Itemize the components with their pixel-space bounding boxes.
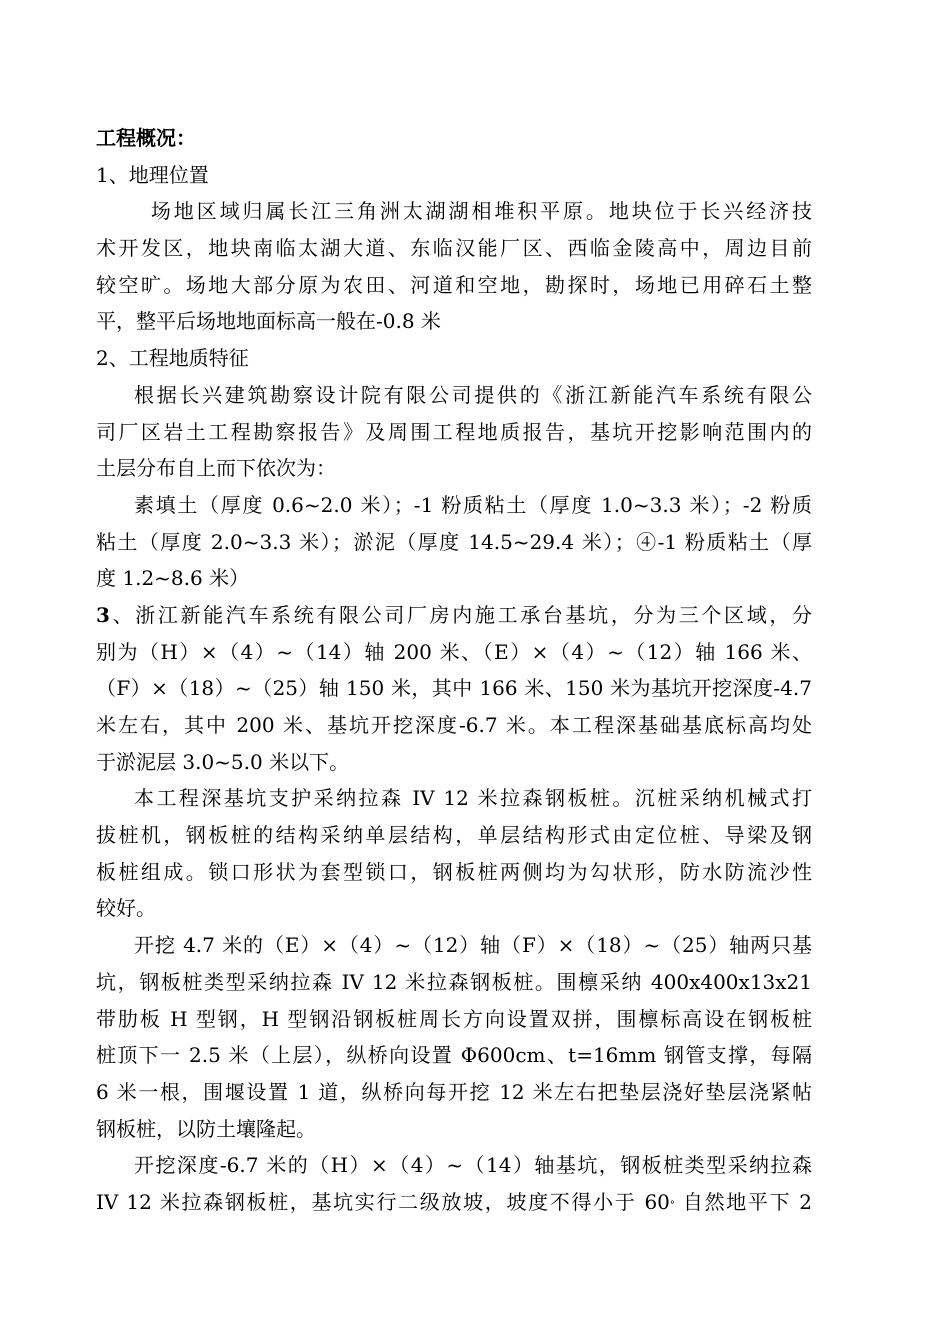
paragraph-line: 拔桩机，钢板桩的结构采纳单层结构，单层结构形式由定位桩、导梁及钢: [96, 823, 812, 848]
paragraph-line: （F）×（18）~（25）轴 150 米，其中 166 米、150 米为基坑开挖深度-4.7: [96, 676, 812, 701]
paragraph-line: 钢板桩，以防土壤隆起。: [96, 1116, 316, 1141]
paragraph-line: 司厂区岩土工程勘察报告》及周围工程地质报告，基坑开挖影响范围内的: [96, 419, 812, 444]
paragraph-line: 于淤泥层 3.0~5.0 米以下。: [96, 749, 350, 774]
paragraph-line: 术开发区，地块南临太湖大道、东临汉能厂区、西临金陵高中，周边目前: [96, 236, 812, 261]
section-heading: 工程概况：: [96, 126, 196, 150]
paragraph-text: 自然地平下 2: [674, 1189, 812, 1214]
paragraph-line: 米左右，其中 200 米、基坑开挖深度-6.7 米。本工程深基础基底标高均处: [96, 713, 812, 737]
paragraph-line: 场地区域归属长江三角洲太湖湖相堆积平原。地块位于长兴经济技: [128, 199, 812, 224]
paragraph-line: 较空旷。场地大部分原为农田、河道和空地，勘探时，场地已用碎石土整: [96, 272, 812, 297]
paragraph-line: 较好。: [96, 896, 156, 921]
paragraph-line: 根据长兴建筑勘察设计院有限公司提供的《浙江新能汽车系统有限公: [134, 382, 812, 407]
paragraph-text: IV 12 米拉森钢板桩，基坑实行二级放坡，坡度不得小于 60: [96, 1189, 670, 1214]
section2-title: 2、工程地质特征: [96, 346, 249, 371]
soil-line: 粘土（厚度 2.0~3.3 米）；淤泥（厚度 14.5~29.4 米）；④-1 粉质粘土（厚: [96, 529, 812, 554]
degree-mark: °: [669, 1199, 675, 1211]
paragraph-line: 6 米一根，围堰设置 1 道，纵桥向每开挖 12 米左右把垫层浇好垫层浇紧帖: [96, 1079, 812, 1104]
section3-first-line: [96, 597, 812, 634]
paragraph-line: 桩顶下一 2.5 米（上层），纵桥向设置 Φ600cm、t=16mm 钢管支撑，每隔: [96, 1043, 812, 1068]
section3-first-text: 、浙江新能汽车系统有限公司厂房内施工承台基坑，分为三个区域，分: [109, 602, 812, 627]
paragraph-line: 平，整平后场地地面标高一般在-0.8 米: [96, 309, 441, 334]
paragraph-line: 别为（H）×（4）~（14）轴 200 米、（E）×（4）~（12）轴 166 米、: [96, 639, 812, 664]
paragraph-line: 本工程深基坑支护采纳拉森 IV 12 米拉森钢板桩。沉桩采纳机械式打: [134, 786, 812, 811]
paragraph-line: 带肋板 H 型钢，H 型钢沿钢板桩周长方向设置双拼，围檩标高设在钢板桩: [96, 1006, 812, 1031]
soil-line: 度 1.2~8.6 米）: [96, 566, 250, 591]
paragraph-last-line: [96, 1184, 812, 1221]
document-body: [96, 120, 812, 1221]
paragraph-line: 板桩组成。锁口形状为套型锁口，钢板桩两侧均为勾状形，防水防流沙性: [96, 859, 812, 884]
soil-line: 素填土（厚度 0.6~2.0 米）；-1 粉质粘土（厚度 1.0~3.3 米）；-2 粉质: [134, 492, 812, 517]
paragraph-line: 开挖深度-6.7 米的（H）×（4）~（14）轴基坑，钢板桩类型采纳拉森: [134, 1153, 812, 1178]
paragraph-line: 开挖 4.7 米的（E）×（4）~（12）轴（F）×（18）~（25）轴两只基: [134, 933, 812, 958]
paragraph-line: 土层分布自上而下依次为：: [96, 456, 336, 481]
section3-number: 3: [96, 602, 110, 627]
paragraph-line: 坑，钢板桩类型采纳拉森 IV 12 米拉森钢板桩。围檩采纳 400x400x13x21: [96, 969, 812, 994]
section1-title: 1、地理位置: [96, 162, 209, 187]
